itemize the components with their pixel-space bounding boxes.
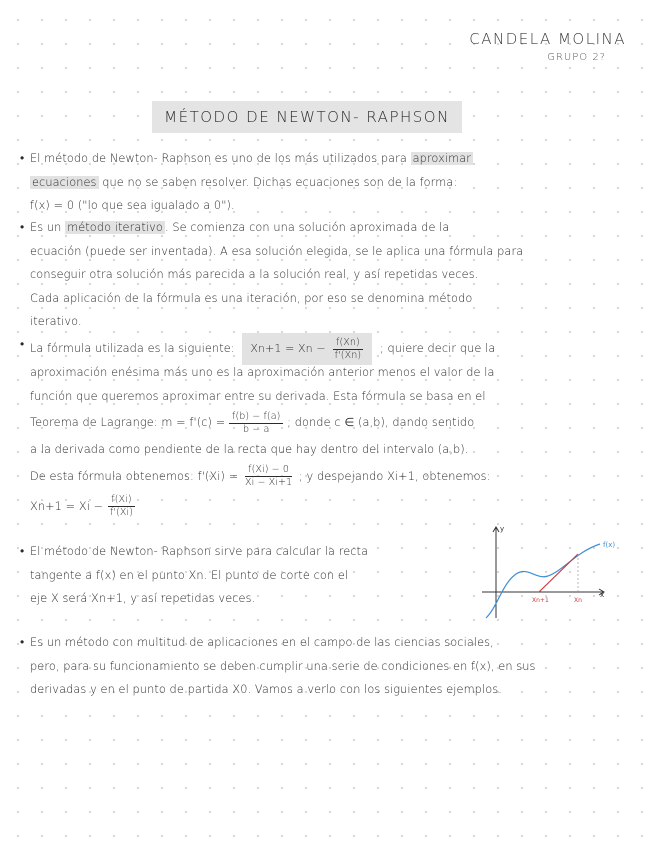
lagrange-fraction: $\frac{f(b) - f(a)}{b - a}$ — [229, 411, 283, 436]
paragraph-5 — [20, 631, 630, 702]
formula-lhs: Xn+1 = Xn − — [250, 342, 326, 355]
paragraph-4 — [20, 540, 460, 611]
p5-line-2: pero, para su funcionamiento se deben cumplir una serie de condiciones en f(x), en sus — [30, 659, 536, 673]
paragraph-1 — [20, 147, 630, 218]
paragraph-2 — [20, 216, 630, 334]
p2-line-5: iterativo. — [30, 315, 82, 328]
formula-fraction: $\frac{f(Xn)}{f'(Xn)}$ — [334, 336, 362, 361]
p3-line-1: La fórmula utilizada es la siguiente: Xn+1 = Xn − $\frac{f(Xn)}{f'(Xn)}$ ; quiere decir que la — [30, 333, 630, 361]
function-curve — [486, 544, 600, 618]
p5-line-1: Es un método con multitud de aplicaciones en el campo de las ciencias sociales, — [30, 636, 494, 649]
p2-line-3: conseguir otra solución más parecida a la solución real, y así repetidas veces. — [30, 268, 479, 281]
y-axis-label: y — [500, 525, 505, 533]
page-title: MÉTODO DE NEWTON- RAPHSON — [164, 108, 450, 126]
p3-line-4: Teorema de Lagrange: m = f'(c) = $\frac{f(b) - f(a)}{b - a}$ ; donde c ∈ (a,b), dando sentido — [30, 410, 475, 435]
p2-line-2: ecuación (puede ser inventada). A esa solución elegida, se le aplica una fórmula para — [30, 244, 524, 258]
author-name: CANDELA MOLINA — [469, 30, 626, 48]
paragraph-3 — [20, 333, 630, 522]
bullet: • — [20, 544, 25, 558]
p1-line-2: ecuaciones que no se saben resolver. Dichas ecuaciones son de la forma: — [32, 175, 458, 189]
p3-line-2: aproximación enésima más uno es la aproximación anterior menos el valor de la — [30, 366, 495, 379]
highlight-metodo-iterativo: método iterativo — [67, 221, 163, 234]
function-label: f(x) — [603, 541, 616, 549]
tangent-line — [539, 554, 578, 592]
p3-line-5: a la derivada como pendiente de la recta que hay dentro del intervalo (a,b). — [30, 443, 469, 456]
p4-line-2: tangente a f(x) en el punto Xn. El punto de corte con el — [30, 568, 349, 582]
bullet: • — [20, 635, 25, 649]
bullet: • — [20, 220, 25, 234]
p1-line-1: El método de Newton- Raphson es uno de los más utilizados para aproximar — [30, 152, 471, 165]
author-group: GRUPO 2? — [547, 52, 606, 63]
p4-line-1: El método de Newton- Raphson sirve para calcular la recta — [30, 545, 369, 558]
p3-line-7: Xn+1 = Xi − $\frac{f(Xi)}{f'(Xi)}$ — [30, 492, 630, 522]
x-axis-label: x — [600, 591, 605, 599]
newton-graph — [476, 522, 636, 622]
author-block — [469, 30, 626, 63]
p2-line-1: Es un método iterativo . Se comienza con una solución aproximada de la — [30, 221, 450, 234]
xn-plus-1-label: Xn+1 — [532, 597, 549, 604]
title-box — [152, 101, 462, 133]
bullet: • — [20, 337, 25, 351]
bullet: • — [20, 151, 25, 165]
p4-line-3: eje X será Xn+1, y así repetidas veces. — [30, 592, 256, 605]
iteration-fraction: $\frac{f(Xi)}{f'(Xi)}$ — [109, 494, 134, 518]
highlight-aproximar: aproximar — [412, 152, 471, 165]
derivative-fraction: $\frac{f(Xi) - 0}{Xi - Xi+1}$ — [244, 464, 293, 488]
p3-line-6: De esta fórmula obtenemos: f'(Xi) = $\frac{f(Xi) - 0}{Xi - Xi+1}$ ; y despejando Xi+1, obtenemos: — [30, 464, 491, 488]
p2-line-4: Cada aplicación de la fórmula es una iteración, por eso se denomina método — [30, 291, 473, 305]
p3-line-3: función que queremos aproximar entre su derivada. Esta fórmula se basa en el — [30, 389, 486, 403]
xn-label: Xn — [574, 597, 582, 604]
highlight-ecuaciones: ecuaciones — [32, 175, 97, 189]
p1-line-3: f(x) = 0 ("lo que sea igualado a 0"). — [30, 199, 235, 212]
p5-line-3: derivadas y en el punto de partida X0. Vamos a verlo con los siguientes ejemplos. — [30, 683, 502, 696]
